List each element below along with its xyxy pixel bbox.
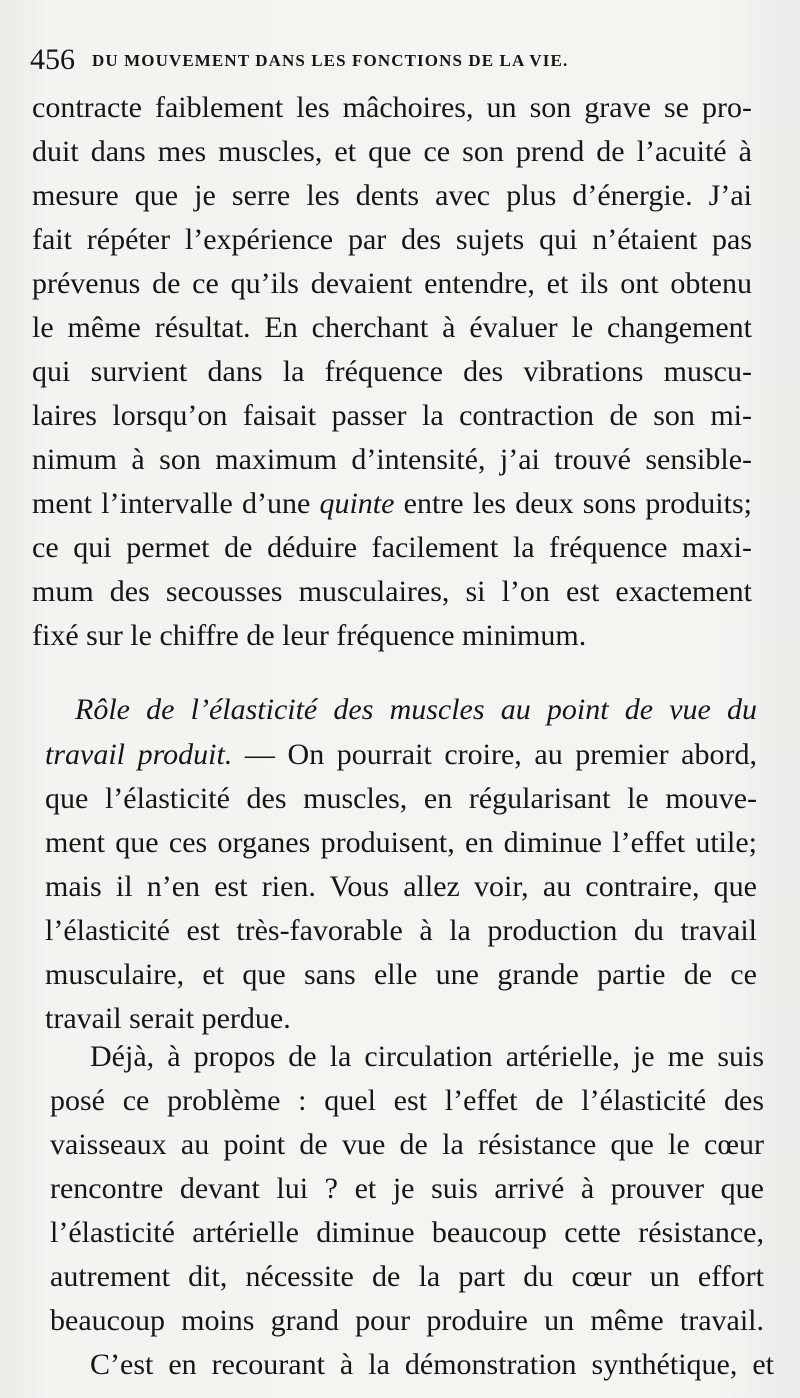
text-line — [90, 1343, 774, 1387]
text-segment: rencontre devant lui ? et je suis arrivé à prouver que — [50, 1172, 764, 1205]
text-line — [45, 909, 757, 953]
text-line — [32, 86, 752, 130]
text-line — [32, 174, 752, 218]
text-segment: l’élasticité artérielle diminue beaucoup cette résistance, — [50, 1216, 764, 1249]
text-segment: l’élasticité est très-favorable à la production du travail — [45, 914, 757, 947]
text-segment: que l’élasticité des muscles, en régularisant le mouve- — [45, 782, 757, 815]
text-line — [50, 1079, 764, 1123]
text-segment: Déjà, à propos de la circulation artérielle, je me suis — [90, 1040, 764, 1073]
italic-text: travail produit. — [45, 738, 233, 771]
text-line — [50, 1167, 764, 1211]
running-title: DU MOUVEMENT DANS LES FONCTIONS DE LA VIE. — [92, 51, 569, 70]
page-number: 456 — [30, 43, 75, 76]
page-header — [30, 42, 750, 82]
text-segment: mais il n’en est rien. Vous allez voir, au contraire, que — [45, 870, 757, 903]
text-segment: entre les deux sons produits; — [394, 487, 752, 520]
text-segment: mesure que je serre les dents avec plus d’énergie. J’ai — [32, 179, 752, 212]
text-segment: — On pourrait croire, au premier abord, — [232, 738, 757, 771]
text-line — [32, 262, 752, 306]
text-line — [50, 1211, 764, 1255]
text-line — [50, 1299, 764, 1343]
text-line — [45, 777, 757, 821]
text-segment: beaucoup moins grand pour produire un même travail. — [50, 1304, 764, 1337]
text-segment: fixé sur le chiffre de leur fréquence minimum. — [32, 619, 587, 652]
text-line — [32, 394, 752, 438]
text-line — [50, 1255, 764, 1299]
text-segment: le même résultat. En cherchant à évaluer le changement — [32, 311, 752, 344]
text-segment: ment que ces organes produisent, en diminue l’effet utile; — [45, 826, 757, 859]
text-segment: musculaire, et que sans elle une grande partie de ce — [45, 958, 757, 991]
text-segment: contracte faiblement les mâchoires, un son grave se pro- — [32, 91, 752, 124]
text-segment: C’est en recourant à la démonstration synthétique, et — [90, 1348, 774, 1381]
text-line — [90, 1035, 764, 1079]
italic-text: Rôle de l’élasticité des muscles au point de vue du — [75, 693, 757, 726]
text-segment: prévenus de ce qu’ils devaient entendre, et ils ont obtenu — [32, 267, 752, 300]
text-line — [32, 306, 752, 350]
text-line — [32, 614, 752, 658]
text-line — [32, 350, 752, 394]
text-line — [50, 1123, 764, 1167]
text-segment: autrement dit, nécessite de la part du cœur un effort — [50, 1260, 764, 1293]
text-segment: fait répéter l’expérience par des sujets qui n’étaient pas — [32, 223, 752, 256]
text-segment: qui survient dans la fréquence des vibrations muscu- — [32, 355, 752, 388]
text-segment: posé ce problème : quel est l’effet de l’élasticité des — [50, 1084, 764, 1117]
text-line — [32, 218, 752, 262]
text-line — [45, 865, 757, 909]
text-segment: mum des secousses musculaires, si l’on est exactement — [32, 575, 752, 608]
text-line — [32, 570, 752, 614]
text-line — [32, 526, 752, 570]
text-segment: laires lorsqu’on faisait passer la contraction de son mi- — [32, 399, 752, 432]
text-segment: travail serait perdue. — [45, 1002, 291, 1035]
text-line — [45, 821, 757, 865]
text-segment: vaisseaux au point de vue de la résistance que le cœur — [50, 1128, 764, 1161]
text-line — [32, 482, 752, 526]
text-segment: ce qui permet de déduire facilement la fréquence maxi- — [32, 531, 752, 564]
italic-text: quinte — [319, 487, 395, 520]
text-line — [32, 438, 752, 482]
text-segment: ment l’intervalle d’une — [32, 487, 320, 520]
text-segment: nimum à son maximum d’intensité, j’ai trouvé sensible- — [32, 443, 752, 476]
text-line — [45, 953, 757, 997]
text-segment: duit dans mes muscles, et que ce son prend de l’acuité à — [32, 135, 752, 168]
section-heading-line — [75, 688, 757, 732]
section-heading-line — [45, 733, 757, 777]
text-line — [32, 130, 752, 174]
